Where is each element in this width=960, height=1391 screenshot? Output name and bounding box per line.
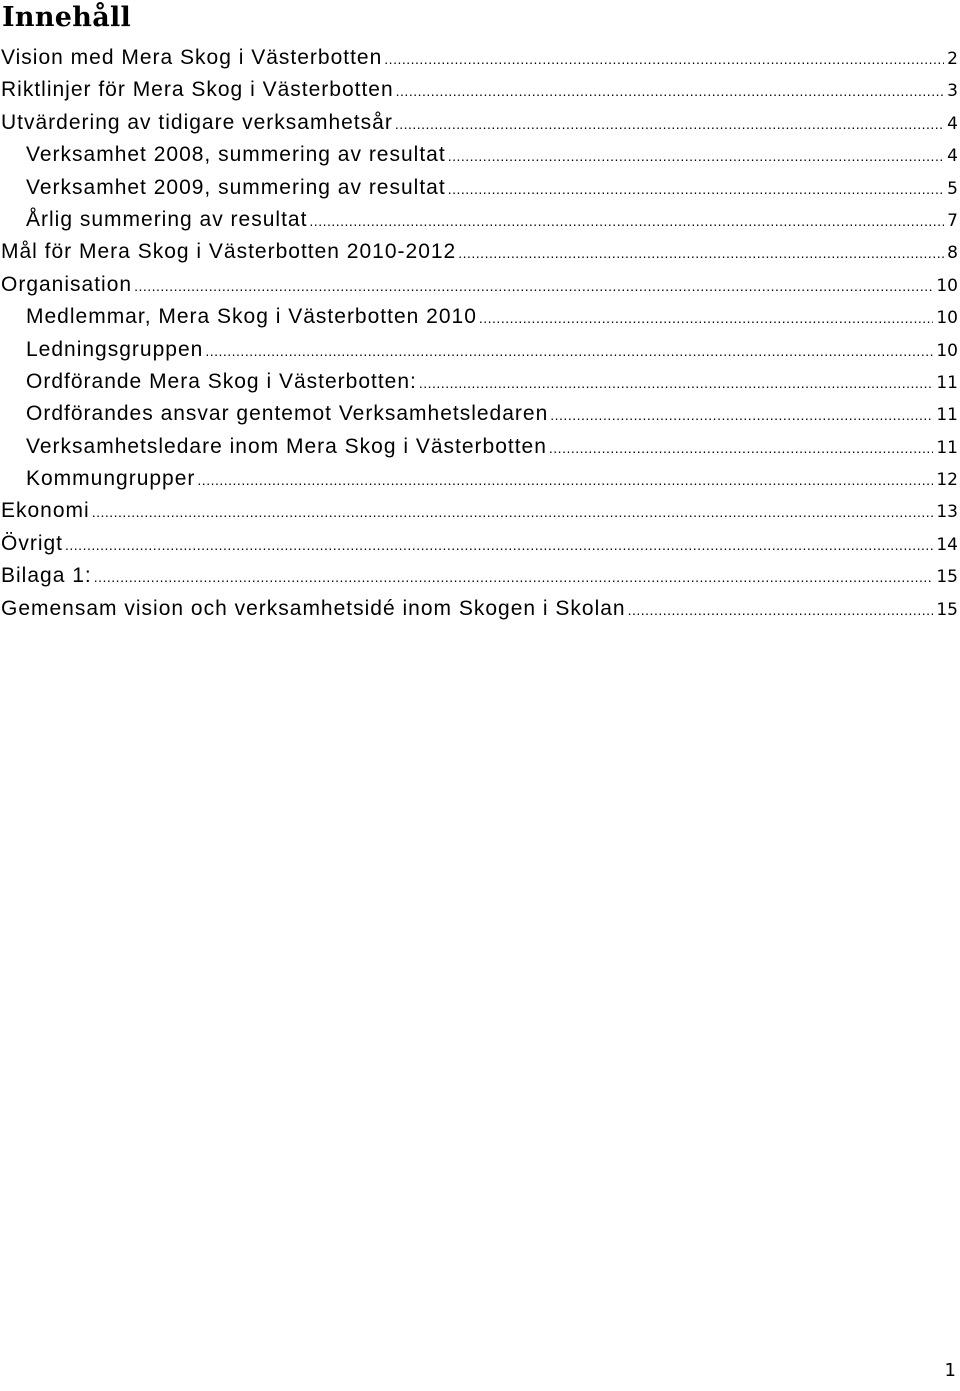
dot-leader — [550, 399, 933, 431]
toc-entry-title: Riktlinjer för Mera Skog i Västerbotten — [1, 78, 394, 102]
toc-entry-page: 10 — [936, 308, 958, 329]
toc-entry[interactable] — [0, 560, 960, 592]
toc-entry[interactable] — [0, 431, 960, 463]
toc-entry[interactable] — [0, 495, 960, 527]
toc-entry-page: 11 — [936, 372, 958, 393]
toc-entry-page: 4 — [947, 146, 958, 167]
toc-entry[interactable] — [0, 42, 960, 74]
toc-entry-title: Vision med Mera Skog i Västerbotten — [1, 46, 383, 69]
dot-leader — [628, 594, 934, 626]
toc-entry-title: Utvärdering av tidigare verksamhetsår — [1, 110, 393, 134]
toc-entry-page: 15 — [936, 599, 958, 620]
dot-leader — [396, 75, 945, 107]
toc-entry-page: 15 — [936, 567, 958, 588]
toc-entry[interactable] — [0, 463, 960, 495]
toc-entry-title: Kommungrupper — [26, 467, 196, 491]
page-number: 1 — [944, 1360, 956, 1381]
dot-leader — [419, 367, 934, 399]
toc-entry-title: Övrigt — [1, 531, 64, 555]
toc-entry[interactable] — [0, 204, 960, 236]
toc-entry-title: Ekonomi — [1, 499, 90, 523]
toc-entry-title: Medlemmar, Mera Skog i Västerbotten 2010 — [26, 305, 477, 329]
toc-entry[interactable] — [0, 236, 960, 268]
toc-entry[interactable] — [0, 269, 960, 301]
toc-entry[interactable] — [0, 398, 960, 430]
dot-leader — [309, 205, 944, 237]
toc-entry[interactable] — [0, 366, 960, 398]
toc-entry-page: 12 — [936, 470, 958, 491]
toc-entry-page: 5 — [947, 178, 958, 199]
dot-leader — [395, 108, 944, 140]
dot-leader — [448, 173, 944, 205]
toc-entry-page: 13 — [936, 502, 958, 523]
toc-entry-page: 7 — [947, 210, 958, 231]
dot-leader — [448, 140, 944, 172]
toc-entry-page: 14 — [936, 534, 958, 555]
dot-leader — [384, 43, 944, 75]
dot-leader — [92, 496, 934, 528]
toc-entry-title: Verksamhet 2009, summering av resultat — [26, 175, 446, 199]
toc-entry-title: Ledningsgruppen — [26, 337, 204, 361]
dot-leader — [549, 432, 933, 464]
dot-leader — [65, 529, 933, 561]
toc-entry-title: Bilaga 1: — [1, 564, 92, 588]
toc-entry-page: 11 — [936, 405, 958, 426]
toc-entry-page: 11 — [936, 437, 958, 458]
toc-entry-title: Mål för Mera Skog i Västerbotten 2010-2012 — [1, 240, 457, 264]
toc-entry[interactable] — [0, 301, 960, 333]
toc-entry[interactable] — [0, 593, 960, 625]
toc-entry[interactable] — [0, 172, 960, 204]
toc-entry[interactable] — [0, 139, 960, 171]
toc-entry-title: Verksamhet 2008, summering av resultat — [26, 143, 446, 167]
toc-entry-page: 4 — [947, 113, 958, 134]
toc-entry-page: 2 — [947, 49, 958, 69]
toc-entry-page: 10 — [936, 275, 958, 296]
toc-entry-title: Organisation — [1, 272, 133, 296]
toc-entry[interactable] — [0, 528, 960, 560]
table-of-contents — [0, 42, 960, 625]
toc-entry-title: Ordförande Mera Skog i Västerbotten: — [26, 369, 417, 393]
toc-entry-title: Ordförandes ansvar gentemot Verksamhetsledaren — [26, 402, 549, 426]
dot-leader — [479, 302, 933, 334]
toc-entry[interactable] — [0, 334, 960, 366]
dot-leader — [205, 335, 933, 367]
dot-leader — [94, 561, 934, 593]
toc-heading: Innehåll — [2, 2, 132, 33]
toc-entry-title: Årlig summering av resultat — [26, 207, 308, 231]
toc-entry[interactable] — [0, 74, 960, 106]
toc-entry-page: 3 — [947, 81, 958, 102]
dot-leader — [458, 237, 944, 269]
dot-leader — [134, 270, 933, 302]
toc-entry[interactable] — [0, 107, 960, 139]
toc-entry-page: 10 — [936, 340, 958, 361]
dot-leader — [197, 464, 933, 496]
toc-entry-title: Gemensam vision och verksamhetsidé inom Skogen i Skolan — [1, 596, 626, 620]
toc-entry-title: Verksamhetsledare inom Mera Skog i Västerbotten — [26, 434, 547, 458]
toc-entry-page: 8 — [947, 243, 958, 264]
